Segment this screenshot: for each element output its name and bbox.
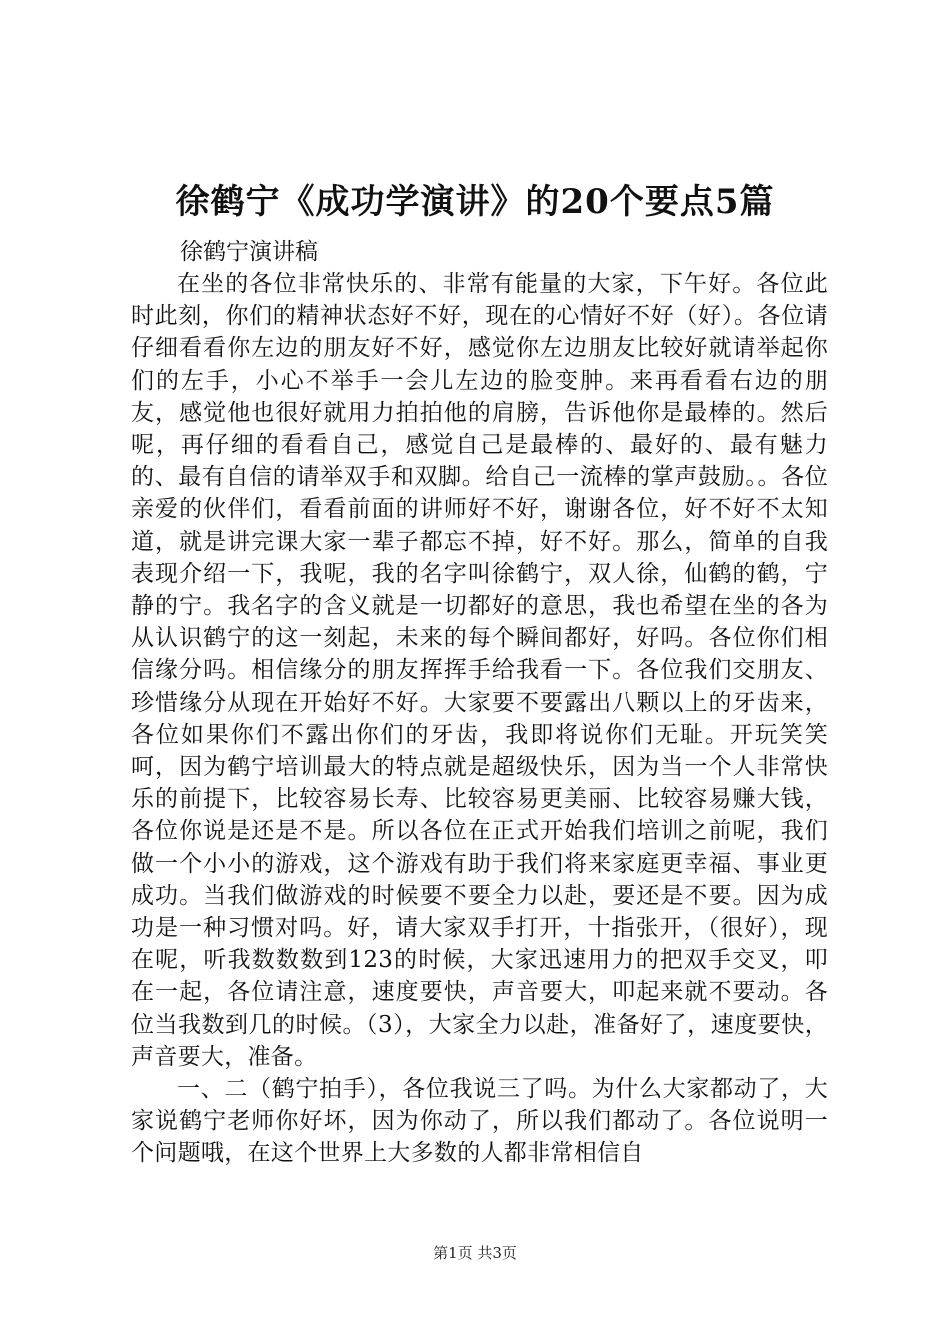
document-subtitle: 徐鹤宁演讲稿 xyxy=(180,239,318,265)
page-footer: 第1页 共3页 xyxy=(433,1244,517,1262)
body-paragraph: 一、二（鹤宁拍手），各位我说三了吗。为什么大家都动了，大家说鹤宁老师你好坏，因为你动了，所以我们都动了。各位说明一个问题哦，在这个世界上大多数的人都非常相信自 xyxy=(131,1076,828,1167)
body-paragraph: 在坐的各位非常快乐的、非常有能量的大家，下午好。各位此时此刻，你们的精神状态好不好，现在的心情好不好（好）。各位请仔细看看你左边的朋友好不好，感觉你左边朋友比较好就请举起你们的左手，小心不举手一会儿左边的脸变肿。来再看看右边的朋友，感觉他也很好就用力拍拍他的肩膀，告诉他你是最棒的。然后呢，再仔细的看看自己，感觉自己是最棒的、最好的、最有魅力的、最有自信的请举双手和双脚。给自己一流棒的掌声鼓励。。各位亲爱的伙伴们，看看前面的讲师好不好，谢谢各位，好不好不太知道，就是讲完课大家一辈子都忘不掉，好不好。那么，简单的自我表现介绍一下，我呢，我的名字叫徐鹤宁，双人徐，仙鹤的鹤，宁静的宁。我名字的含义就是一切都好的意思，我也希望在坐的各为从认识鹤宁的这一刻起，未来的每个瞬间都好，好吗。各位你们相信缘分吗。相信缘分的朋友挥挥手给我看一下。各位我们交朋友、珍惜缘分从现在开始好不好。大家要不要露出八颗以上的牙齿来，各位如果你们不露出你们的牙齿，我即将说你们无耻。开玩笑笑呵，因为鹤宁培训最大的特点就是超级快乐，因为当一个人非常快乐的前提下，比较容易长寿、比较容易更美丽、比较容易赚大钱，各位你说是还是不是。所以各位在正式开始我们培训之前呢，我们做一个小小的游戏，这个游戏有助于我们将来家庭更幸福、事业更成功。当我们做游戏的时候要不要全力以赴，要还是不要。因为成功是一种习惯对吗。好，请大家双手打开，十指张开，（很好），现在呢，听我数数数到123的时候，大家迅速用力的把双手交叉，叩在一起，各位请注意，速度要快，声音要大，叩起来就不要动。各位当我数到几的时候。（3），大家全力以赴，准备好了，速度要快，声音要大，准备。 xyxy=(131,271,828,1070)
document-body xyxy=(131,268,828,1170)
document-title: 徐鹤宁《成功学演讲》的20个要点5篇 xyxy=(175,182,775,222)
